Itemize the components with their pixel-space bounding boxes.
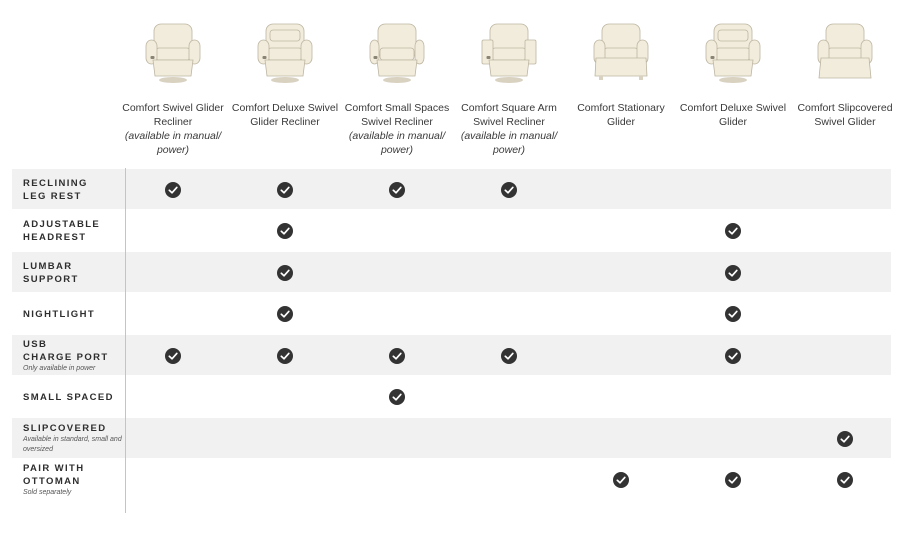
feature-label [23, 218, 123, 244]
product-column [565, 10, 677, 129]
feature-label [23, 338, 123, 374]
checkmark-icon [165, 182, 181, 198]
product-availability-note: (available in manual/ power) [348, 130, 446, 156]
product-name: Comfort Stationary Glider [577, 102, 665, 128]
feature-label [23, 260, 123, 286]
feature-name: PAIR WITH OTTOMAN [23, 463, 85, 488]
row-stripe [12, 335, 891, 375]
checkmark-icon [277, 306, 293, 322]
checkmark-icon [389, 348, 405, 364]
product-column [453, 10, 565, 157]
row-stripe [12, 169, 891, 209]
deluxe-swivel-glider-recliner-chair-icon [229, 18, 341, 86]
feature-label [23, 391, 123, 404]
feature-label [23, 308, 123, 321]
checkmark-icon [165, 348, 181, 364]
feature-name: SMALL SPACED [23, 391, 114, 403]
feature-note: Available in standard, small and oversized [23, 436, 122, 454]
square-arm-swivel-recliner-chair-icon [453, 18, 565, 86]
feature-name: LUMBAR SUPPORT [23, 260, 79, 285]
product-name: Comfort Swivel Glider Recliner [122, 102, 224, 128]
product-column [789, 10, 900, 129]
feature-name: NIGHTLIGHT [23, 308, 96, 320]
checkmark-icon [725, 348, 741, 364]
product-name: Comfort Slipcovered Swivel Glider [797, 102, 893, 128]
product-column [341, 10, 453, 157]
feature-label [23, 177, 123, 203]
deluxe-swivel-glider-chair-icon [677, 18, 789, 86]
feature-name: USB CHARGE PORT [23, 338, 109, 363]
checkmark-icon [277, 182, 293, 198]
row-stripe [12, 418, 891, 458]
product-name: Comfort Square Arm Swivel Recliner [461, 102, 557, 128]
product-name: Comfort Deluxe Swivel Glider Recliner [231, 102, 339, 128]
checkmark-icon [389, 182, 405, 198]
checkmark-icon [613, 472, 629, 488]
feature-note: Only available in power [23, 364, 96, 372]
slipcovered-swivel-glider-chair-icon [789, 18, 900, 86]
feature-name: RECLINING LEG REST [23, 177, 88, 202]
checkmark-icon [837, 431, 853, 447]
checkmark-icon [277, 223, 293, 239]
checkmark-icon [501, 348, 517, 364]
checkmark-icon [837, 472, 853, 488]
product-name: Comfort Small Spaces Swivel Recliner [344, 102, 450, 128]
product-column [229, 10, 341, 129]
checkmark-icon [725, 265, 741, 281]
product-availability-note: (available in manual/ power) [460, 130, 558, 156]
feature-name: ADJUSTABLE HEADREST [23, 219, 101, 244]
product-column [117, 10, 229, 157]
product-availability-note: (available in manual/ power) [124, 130, 222, 156]
checkmark-icon [277, 348, 293, 364]
checkmark-icon [725, 306, 741, 322]
feature-name: SLIPCOVERED [23, 423, 107, 435]
small-spaces-swivel-recliner-chair-icon [341, 18, 453, 86]
checkmark-icon [725, 223, 741, 239]
checkmark-icon [501, 182, 517, 198]
feature-label [23, 422, 123, 455]
swivel-glider-recliner-chair-icon [117, 18, 229, 86]
checkmark-icon [389, 389, 405, 405]
stationary-glider-chair-icon [565, 18, 677, 86]
product-column [677, 10, 789, 129]
feature-label [23, 462, 123, 498]
feature-note: Sold separately [23, 489, 72, 497]
label-column-divider [125, 168, 126, 513]
checkmark-icon [725, 472, 741, 488]
row-stripe [12, 252, 891, 292]
product-name: Comfort Deluxe Swivel Glider [679, 102, 787, 128]
checkmark-icon [277, 265, 293, 281]
